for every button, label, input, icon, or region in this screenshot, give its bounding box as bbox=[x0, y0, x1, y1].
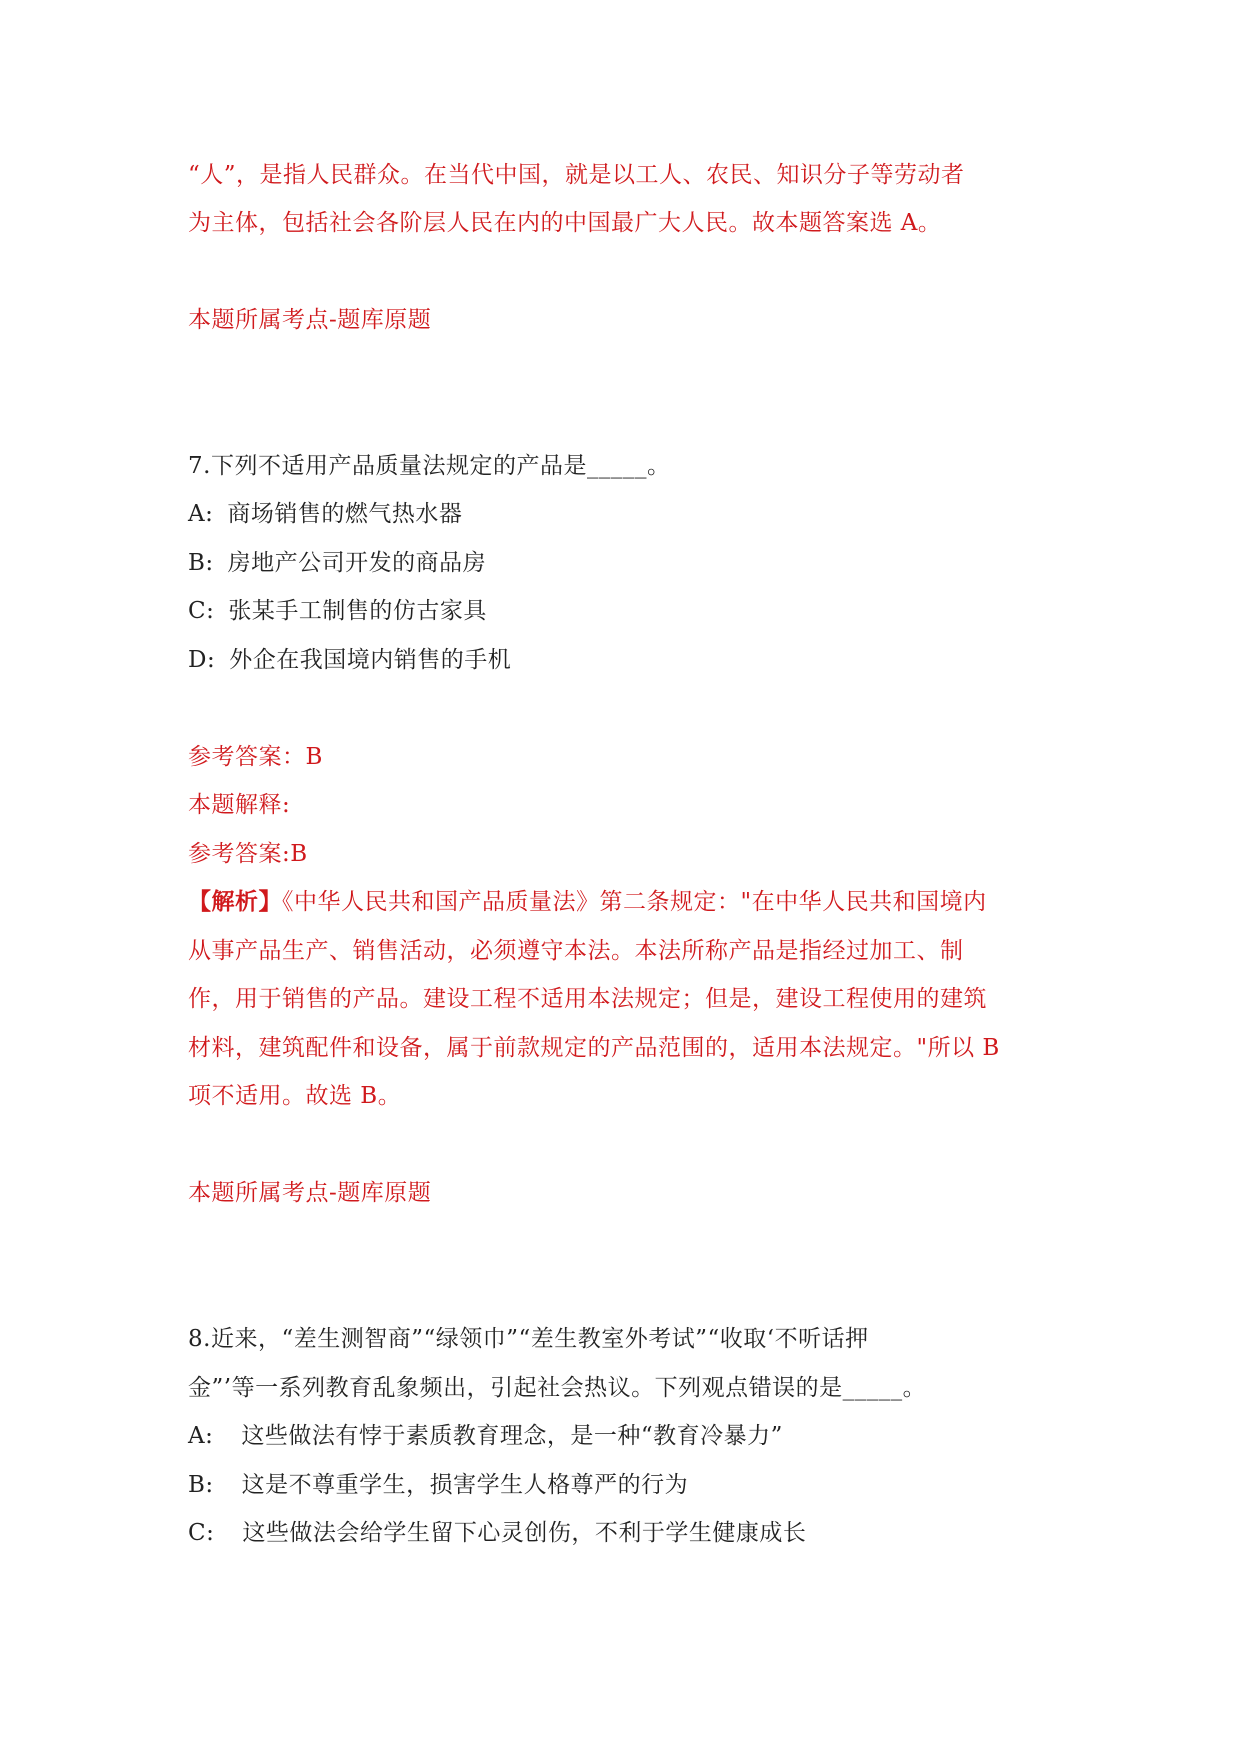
option-key: A: bbox=[188, 1423, 214, 1449]
q8-question-line-2: 金”’等一系列教育乱象频出，引起社会热议。下列观点错误的是_____。 bbox=[188, 1375, 927, 1401]
option-text: 外企在我国境内销售的手机 bbox=[229, 647, 512, 673]
q7-source-note: 本题所属考点-题库原题 bbox=[188, 1180, 432, 1206]
option-text: 张某手工制售的仿古家具 bbox=[228, 598, 487, 624]
q7-explanation-label: 本题解释: bbox=[188, 792, 291, 818]
q8-option-a bbox=[188, 1421, 783, 1451]
q7-question: 7.下列不适用产品质量法规定的产品是_____。 bbox=[188, 453, 671, 479]
q7-analysis-line-3: 作，用于销售的产品。建设工程不适用本法规定；但是，建设工程使用的建筑 bbox=[188, 986, 987, 1012]
top-source-note: 本题所属考点-题库原题 bbox=[188, 307, 432, 333]
option-key: C: bbox=[188, 598, 215, 624]
q7-option-d bbox=[188, 645, 511, 675]
q7-analysis-line-2: 从事产品生产、销售活动，必须遵守本法。本法所称产品是指经过加工、制 bbox=[188, 938, 964, 964]
option-key: C: bbox=[188, 1520, 215, 1546]
top-explanation-line-2: 为主体，包括社会各阶层人民在内的中国最广大人民。故本题答案选 A。 bbox=[188, 210, 942, 236]
q7-analysis-line-5: 项不适用。故选 B。 bbox=[188, 1083, 402, 1109]
q7-answer-repeat: 参考答案:B bbox=[188, 841, 308, 867]
q7-answer-label: 参考答案：B bbox=[188, 744, 323, 770]
analysis-tag: 【解析】 bbox=[188, 888, 282, 915]
option-key: B: bbox=[188, 1472, 214, 1498]
option-key: A: bbox=[188, 501, 214, 527]
option-text: 这些做法有悖于素质教育理念，是一种“教育冷暴力” bbox=[241, 1423, 783, 1449]
q8-question-line-1: 8.近来，“差生测智商”“绿领巾”“差生教室外考试”“收取‘不听话押 bbox=[188, 1326, 869, 1352]
q7-option-b bbox=[188, 548, 486, 578]
option-text: 房地产公司开发的商品房 bbox=[227, 550, 487, 576]
option-key: D: bbox=[188, 647, 216, 673]
top-explanation-line-1: “人”，是指人民群众。在当代中国，就是以工人、农民、知识分子等劳动者 bbox=[188, 162, 965, 188]
option-key: B: bbox=[188, 550, 214, 576]
q7-option-c bbox=[188, 596, 487, 626]
q8-option-c bbox=[188, 1518, 806, 1548]
option-text: 商场销售的燃气热水器 bbox=[227, 501, 463, 527]
q7-analysis-line-1 bbox=[188, 887, 987, 917]
q7-option-a bbox=[188, 499, 462, 529]
q8-option-b bbox=[188, 1470, 688, 1500]
analysis-text: 《中华人民共和国产品质量法》第二条规定："在中华人民共和国境内 bbox=[282, 889, 987, 915]
q7-analysis-line-4: 材料，建筑配件和设备，属于前款规定的产品范围的，适用本法规定。"所以 B bbox=[188, 1035, 1000, 1061]
option-text: 这些做法会给学生留下心灵创伤，不利于学生健康成长 bbox=[242, 1520, 807, 1546]
option-text: 这是不尊重学生，损害学生人格尊严的行为 bbox=[241, 1472, 689, 1498]
